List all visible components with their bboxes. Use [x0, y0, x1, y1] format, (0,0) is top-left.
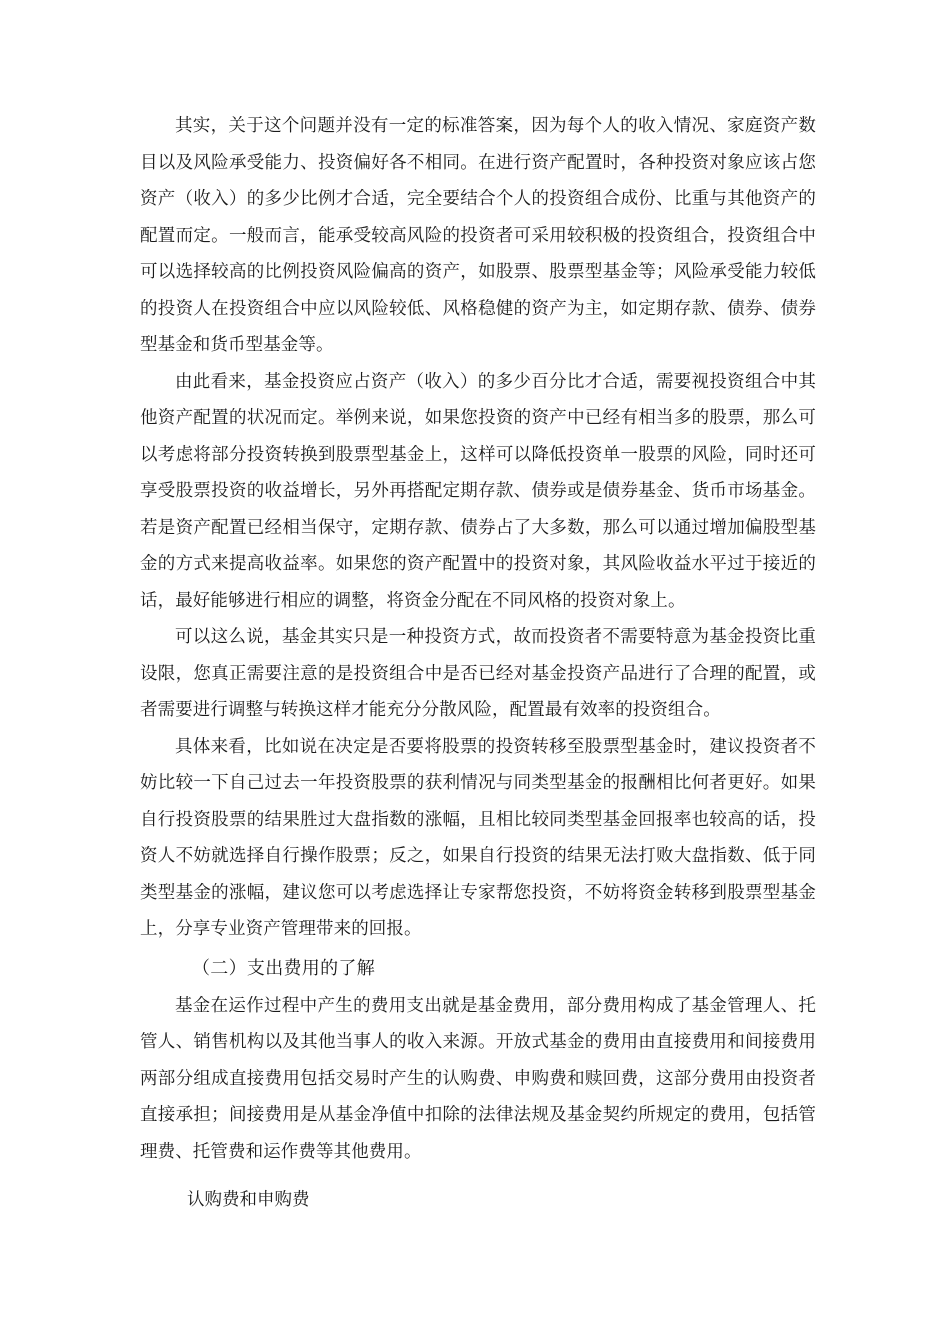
document-page: [140, 108, 816, 1218]
section-heading: （二）支出费用的了解: [192, 957, 375, 979]
section-paragraph: 基金在运作过程中产生的费用支出就是基金费用，部分费用构成了基金管理人、托管人、销售机构以及其他当事人的收入来源。开放式基金的费用由直接费用和间接费用两部分组成直接费用包括交易时产生的认购费、申购费和赎回费，这部分费用由投资者直接承担；间接费用是从基金净值中扣除的法律法规及基金契约所规定的费用，包括管理费、托管费和运作费等其他费用。: [140, 995, 816, 1162]
paragraph-2: 由此看来，基金投资应占资产（收入）的多少百分比才合适，需要视投资组合中其他资产配置的状况而定。举例来说，如果您投资的资产中已经有相当多的股票，那么可以考虑将部分投资转换到股票型基金上，这样可以降低投资单一股票的风险，同时还可享受股票投资的收益增长，另外再搭配定期存款、债券或是债券基金、货币市场基金。若是资产配置已经相当保守，定期存款、债券占了大多数，那么可以通过增加偏股型基金的方式来提高收益率。如果您的资产配置中的投资对象，其风险收益水平过于接近的话，最好能够进行相应的调整，将资金分配在不同风格的投资对象上。: [140, 371, 816, 611]
paragraph-1: 其实，关于这个问题并没有一定的标准答案，因为每个人的收入情况、家庭资产数目以及风险承受能力、投资偏好各不相同。在进行资产配置时，各种投资对象应该占您资产（收入）的多少比例才合适，完全要结合个人的投资组合成份、比重与其他资产的配置而定。一般而言，能承受较高风险的投资者可采用较积极的投资组合，投资组合中可以选择较高的比例投资风险偏高的资产，如股票、股票型基金等；风险承受能力较低的投资人在投资组合中应以风险较低、风格稳健的资产为主，如定期存款、债券、债券型基金和货币型基金等。: [140, 116, 816, 355]
paragraph-4: 具体来看，比如说在决定是否要将股票的投资转移至股票型基金时，建议投资者不妨比较一下自己过去一年投资股票的获利情况与同类型基金的报酬相比何者更好。如果自行投资股票的结果胜过大盘指数的涨幅，且相比较同类型基金回报率也较高的话，投资人不妨就选择自行操作股票；反之，如果自行投资的结果无法打败大盘指数、低于同类型基金的涨幅，建议您可以考虑选择让专家帮您投资，不妨将资金转移到股票型基金上，分享专业资产管理带来的回报。: [140, 736, 816, 939]
minor-heading: 认购费和申购费: [187, 1190, 310, 1210]
paragraph-3: 可以这么说，基金其实只是一种投资方式，故而投资者不需要特意为基金投资比重设限，您真正需要注意的是投资组合中是否已经对基金投资产品进行了合理的配置，或者需要进行调整与转换这样才能充分分散风险，配置最有效率的投资组合。: [140, 627, 816, 720]
